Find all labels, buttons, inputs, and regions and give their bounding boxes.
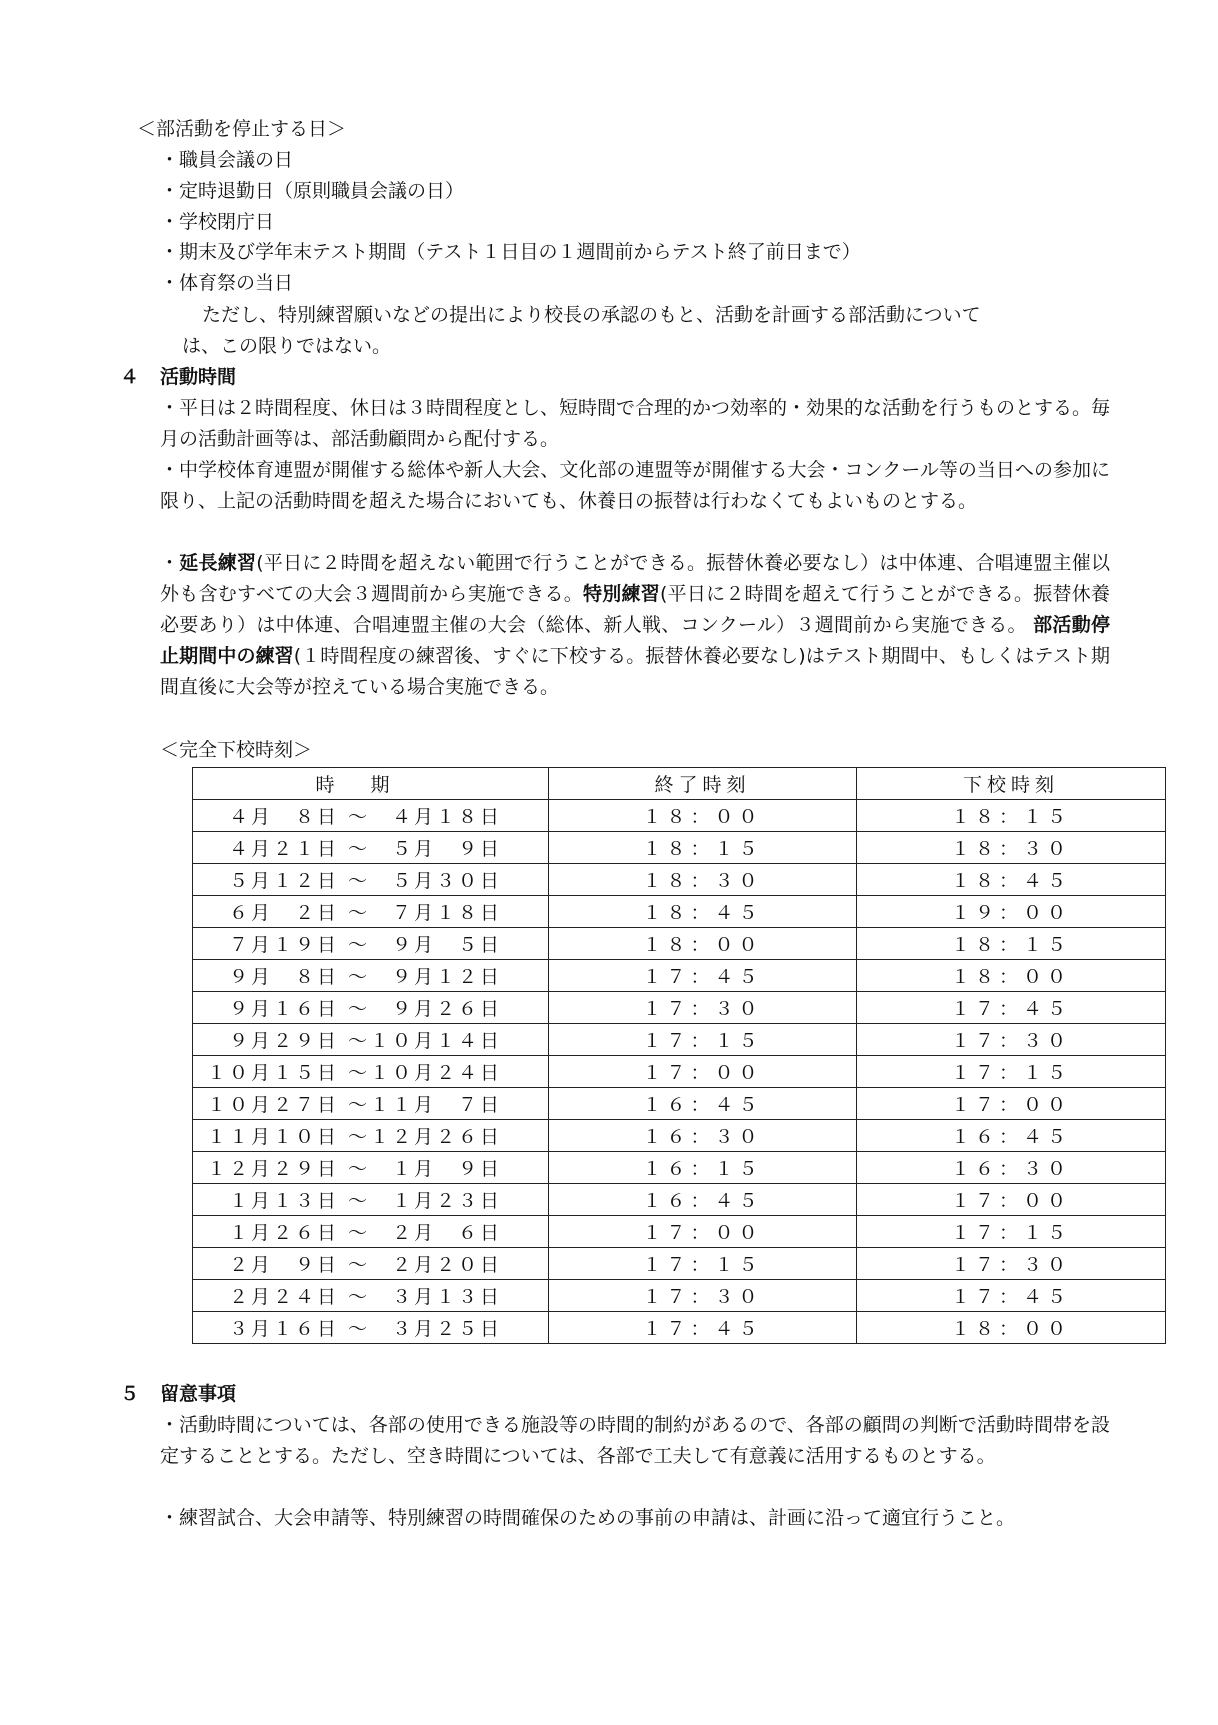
period-cell: １月２６日 ～ ２月 ６日 (193, 1216, 549, 1248)
end-time-cell: １８：００ (549, 800, 857, 832)
section-4-paragraph-2: ・中学校体育連盟が開催する総体や新人大会、文化部の連盟等が開催する大会・コンクール等の当日への参加に限り、上記の活動時間を超えた場合においても、休養日の振替は行わなくてもよいものとする。 (160, 459, 1110, 512)
stop-day-item: ・職員会議の日 (160, 149, 294, 171)
period-cell: １２月２９日 ～ １月 ９日 (193, 1152, 549, 1184)
dismissal-time-cell: １９：００ (857, 896, 1166, 928)
section-5-paragraph-1: ・活動時間については、各部の使用できる施設等の時間的制約があるので、各部の顧問の判断で活動時間帯を設定することとする。ただし、空き時間については、各部で工夫して有意義に活用するものとする。 (160, 1414, 1110, 1467)
extended-practice-text: (平日に２時間を超えない範囲で行うことができる。振替休養必要なし）は中体連、合唱連盟主催以外も含むすべての大会３週間前から実施できる。 (160, 552, 1110, 605)
term-special-practice: 特別練習 (582, 583, 660, 605)
period-cell: ７月１９日 ～ ９月 ５日 (193, 928, 549, 960)
table-row (193, 1280, 1166, 1312)
dismissal-time-cell: １８：１５ (857, 800, 1166, 832)
end-time-header: 終了時刻 (549, 768, 857, 800)
stop-days-heading: ＜部活動を停止する日＞ (137, 118, 347, 140)
dismissal-time-cell: １７：３０ (857, 1248, 1166, 1280)
section-4-number: ４ (120, 366, 140, 388)
dismissal-time-cell: １７：１５ (857, 1216, 1166, 1248)
end-time-cell: １７：４５ (549, 960, 857, 992)
suspension-practice-text: (１時間程度の練習後、すぐに下校する。振替休養必要なし)はテスト期間中、もしくはテスト期間直後に大会等が控えている場合実施できる。 (160, 645, 1110, 698)
bullet: ・ (160, 552, 180, 574)
end-time-cell: １６：１５ (549, 1152, 857, 1184)
dismissal-table-heading: ＜完全下校時刻＞ (160, 739, 313, 761)
end-time-cell: １７：４５ (549, 1312, 857, 1344)
table-row (193, 1248, 1166, 1280)
end-time-cell: １８：３０ (549, 864, 857, 896)
table-row (193, 800, 1166, 832)
dismissal-time-cell: １６：３０ (857, 1152, 1166, 1184)
stop-days-note-cont: は、この限りではない。 (182, 335, 392, 357)
period-cell: １月１３日 ～ １月２３日 (193, 1184, 549, 1216)
section-4-title: 活動時間 (160, 366, 237, 388)
period-cell: ５月１２日 ～ ５月３０日 (193, 864, 549, 896)
period-header: 時期 (193, 768, 549, 800)
dismissal-time-cell: １７：４５ (857, 1280, 1166, 1312)
section-4-paragraph-3 (160, 548, 1110, 703)
table-row (193, 1056, 1166, 1088)
period-cell: ９月 ８日 ～ ９月１２日 (193, 960, 549, 992)
stop-day-item: ・体育祭の当日 (160, 272, 294, 294)
end-time-cell: １６：４５ (549, 1184, 857, 1216)
dismissal-time-cell: １８：３０ (857, 832, 1166, 864)
dismissal-time-cell: １７：００ (857, 1088, 1166, 1120)
end-time-cell: １８：４５ (549, 896, 857, 928)
period-cell: ９月２９日 ～１０月１４日 (193, 1024, 549, 1056)
dismissal-time-cell: １８：４５ (857, 864, 1166, 896)
dismissal-time-cell: １７：４５ (857, 992, 1166, 1024)
end-time-cell: １８：１５ (549, 832, 857, 864)
term-extended-practice: 延長練習 (179, 552, 257, 574)
table-row (193, 1216, 1166, 1248)
table-row (193, 928, 1166, 960)
dismissal-time-cell: １８：００ (857, 1312, 1166, 1344)
period-cell: １０月２７日 ～１１月 ７日 (193, 1088, 549, 1120)
end-time-cell: １７：３０ (549, 1280, 857, 1312)
table-row (193, 960, 1166, 992)
dismissal-time-header: 下校時刻 (857, 768, 1166, 800)
end-time-cell: １７：１５ (549, 1248, 857, 1280)
dismissal-time-cell: １８：１５ (857, 928, 1166, 960)
table-row (193, 864, 1166, 896)
dismissal-time-cell: １７：１５ (857, 1056, 1166, 1088)
period-cell: ３月１６日 ～ ３月２５日 (193, 1312, 549, 1344)
dismissal-time-cell: １８：００ (857, 960, 1166, 992)
term-suspension-practice: 部活動停止期間中の練習 (160, 614, 1110, 667)
dismissal-time-cell: １７：００ (857, 1184, 1166, 1216)
stop-day-item: ・学校閉庁日 (160, 211, 275, 233)
dismissal-time-cell: １７：３０ (857, 1024, 1166, 1056)
table-row (193, 1152, 1166, 1184)
period-cell: ４月２１日 ～ ５月 ９日 (193, 832, 549, 864)
section-5-title: 留意事項 (160, 1383, 237, 1405)
section-4-paragraph-1: ・平日は２時間程度、休日は３時間程度とし、短時間で合理的かつ効率的・効果的な活動を行うものとする。毎月の活動計画等は、部活動顧問から配付する。 (160, 397, 1111, 450)
table-row (193, 832, 1166, 864)
table-row (193, 896, 1166, 928)
period-cell: ４月 ８日 ～ ４月１８日 (193, 800, 549, 832)
table-row (193, 1184, 1166, 1216)
end-time-cell: １７：３０ (549, 992, 857, 1024)
section-5-paragraph-2: ・練習試合、大会申請等、特別練習の時間確保のための事前の申請は、計画に沿って適宜行うこと。 (160, 1507, 1016, 1529)
dismissal-time-cell: １６：４５ (857, 1120, 1166, 1152)
table-row (193, 1024, 1166, 1056)
end-time-cell: １７：００ (549, 1216, 857, 1248)
end-time-cell: １７：００ (549, 1056, 857, 1088)
period-cell: ６月 ２日 ～ ７月１８日 (193, 896, 549, 928)
stop-day-item: ・定時退勤日（原則職員会議の日） (160, 180, 465, 202)
table-row (193, 992, 1166, 1024)
period-cell: ９月１６日 ～ ９月２６日 (193, 992, 549, 1024)
period-cell: ２月 ９日 ～ ２月２０日 (193, 1248, 549, 1280)
table-body (193, 800, 1166, 1344)
stop-days-note: ただし、特別練習願いなどの提出により校長の承認のもと、活動を計画する部活動について (202, 304, 981, 326)
end-time-cell: １６：４５ (549, 1088, 857, 1120)
end-time-cell: １８：００ (549, 928, 857, 960)
section-5-number: ５ (120, 1383, 140, 1405)
period-cell: １０月１５日 ～１０月２４日 (193, 1056, 549, 1088)
period-cell: ２月２４日 ～ ３月１３日 (193, 1280, 549, 1312)
table-row (193, 1312, 1166, 1344)
dismissal-time-table (192, 767, 1166, 1344)
period-cell: １１月１０日 ～１２月２６日 (193, 1120, 549, 1152)
table-header-row (193, 768, 1166, 800)
stop-day-item: ・期末及び学年末テスト期間（テスト１日目の１週間前からテスト終了前日まで） (160, 241, 861, 263)
table-row (193, 1120, 1166, 1152)
end-time-cell: １７：１５ (549, 1024, 857, 1056)
end-time-cell: １６：３０ (549, 1120, 857, 1152)
table-row (193, 1088, 1166, 1120)
special-practice-text: (平日に２時間を超えて行うことができる。振替休養必要あり）は中体連、合唱連盟主催の大会（総体、新人戦、コンクール）３週間前から実施できる。 (160, 583, 1110, 636)
